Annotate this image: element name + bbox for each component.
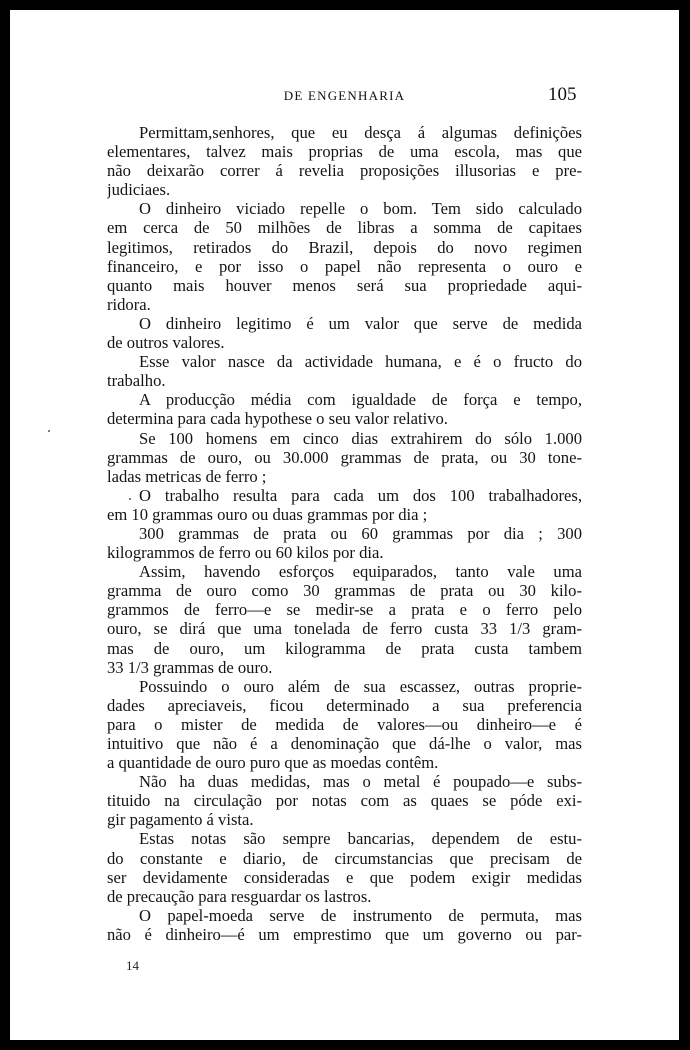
text-line: judiciaes. (107, 180, 171, 200)
text-line: intuitivo que não é a denominação que dá-lhe o valor, mas (107, 734, 582, 753)
running-header (10, 86, 679, 110)
text-line: elementares, talvez mais proprias de uma escola, mas que (107, 142, 582, 162)
text-line: 33 1/3 grammas de ouro. (107, 657, 273, 677)
text-line: Esse valor nasce da actividade humana, e é o fructo do (139, 352, 582, 372)
text-line: Se 100 homens em cinco dias extrahirem do sólo 1.000 (139, 428, 582, 448)
signature-mark: 14 (126, 958, 139, 973)
text-line: O trabalho resulta para cada um dos 100 trabalhadores, (139, 485, 582, 505)
text-line: trabalho. (107, 371, 166, 391)
text-line: em cerca de 50 milhões de libras a somma de capitaes (107, 218, 582, 238)
text-line: grammas de ouro, ou 30.000 grammas de prata, ou 30 tone- (107, 447, 582, 467)
text-line: do constante e diario, de circumstancias que precisam de (107, 848, 582, 868)
text-line: gramma de ouro como 30 grammas de prata ou 30 kilo- (107, 581, 582, 601)
text-line: grammos de ferro—e se medir-se a prata e o ferro pelo (107, 600, 582, 620)
text-line: ouro, se dirá que uma tonelada de ferro custa 33 1/3 gram- (107, 619, 582, 639)
text-line: O papel-moeda serve de instrumento de permuta, mas (139, 905, 582, 925)
text-line: 300 grammas de prata ou 60 grammas por dia ; 300 (139, 523, 582, 543)
text-line: kilogrammos de ferro ou 60 kilos por dia. (107, 543, 384, 563)
text-line: ridora. (107, 294, 151, 314)
text-line: Assim, havendo esforços equiparados, tanto vale uma (139, 562, 582, 582)
book-page (10, 10, 679, 1040)
text-line: para o mister de medida de valores—ou dinheiro—e é (107, 714, 582, 734)
text-line: Estas notas são sempre bancarias, dependem de estu- (139, 829, 582, 849)
text-line: não deixarão correr á revelia proposições illusorias e pre- (107, 161, 582, 181)
text-line: ladas metricas de ferro ; (107, 466, 267, 486)
text-line: dades apreciaveis, ficou determinado a sua preferencia (107, 695, 582, 715)
text-line: Possuindo o ouro além de sua escassez, outras proprie- (139, 676, 582, 696)
text-line: O dinheiro legitimo é um valor que serve de medida (139, 313, 582, 333)
text-line: O dinheiro viciado repelle o bom. Tem sido calculado (139, 199, 582, 219)
text-line: tituido na circulação por notas com as quaes se póde exi- (107, 791, 582, 811)
text-line: ser devidamente consideradas e que podem exigir medidas (107, 867, 582, 887)
text-line: mas de ouro, um kilogramma de prata custa tambem (107, 638, 582, 658)
margin-speck (48, 430, 50, 432)
text-line: em 10 grammas ouro ou duas grammas por dia ; (107, 504, 428, 524)
text-line: determina para cada hypothese o seu valor relativo. (107, 409, 448, 429)
text-line: financeiro, e por isso o papel não representa o ouro e (107, 256, 582, 276)
text-line: a quantidade de ouro puro que as moedas contêm. (107, 753, 439, 773)
text-line: de outros valores. (107, 333, 225, 353)
text-line: não é dinheiro—é um emprestimo que um governo ou par- (107, 924, 582, 944)
text-line: de precaução para resguardar os lastros. (107, 886, 372, 906)
text-line: quanto mais houver menos será sua propriedade aqui- (107, 275, 582, 295)
text-line: Permittam,senhores, que eu desça á algumas definições (139, 123, 582, 142)
text-line: A producção média com igualdade de força e tempo, (139, 390, 582, 410)
margin-speck (129, 498, 131, 500)
running-title: DE ENGENHARIA (283, 88, 406, 103)
text-line: legitimos, retirados do Brazil, depois do novo regimen (107, 237, 582, 257)
text-line: Não ha duas medidas, mas o metal é poupado—e subs- (139, 772, 582, 792)
page-number: 105 (548, 84, 577, 105)
text-line: gir pagamento á vista. (107, 810, 254, 830)
body-text (107, 123, 582, 944)
